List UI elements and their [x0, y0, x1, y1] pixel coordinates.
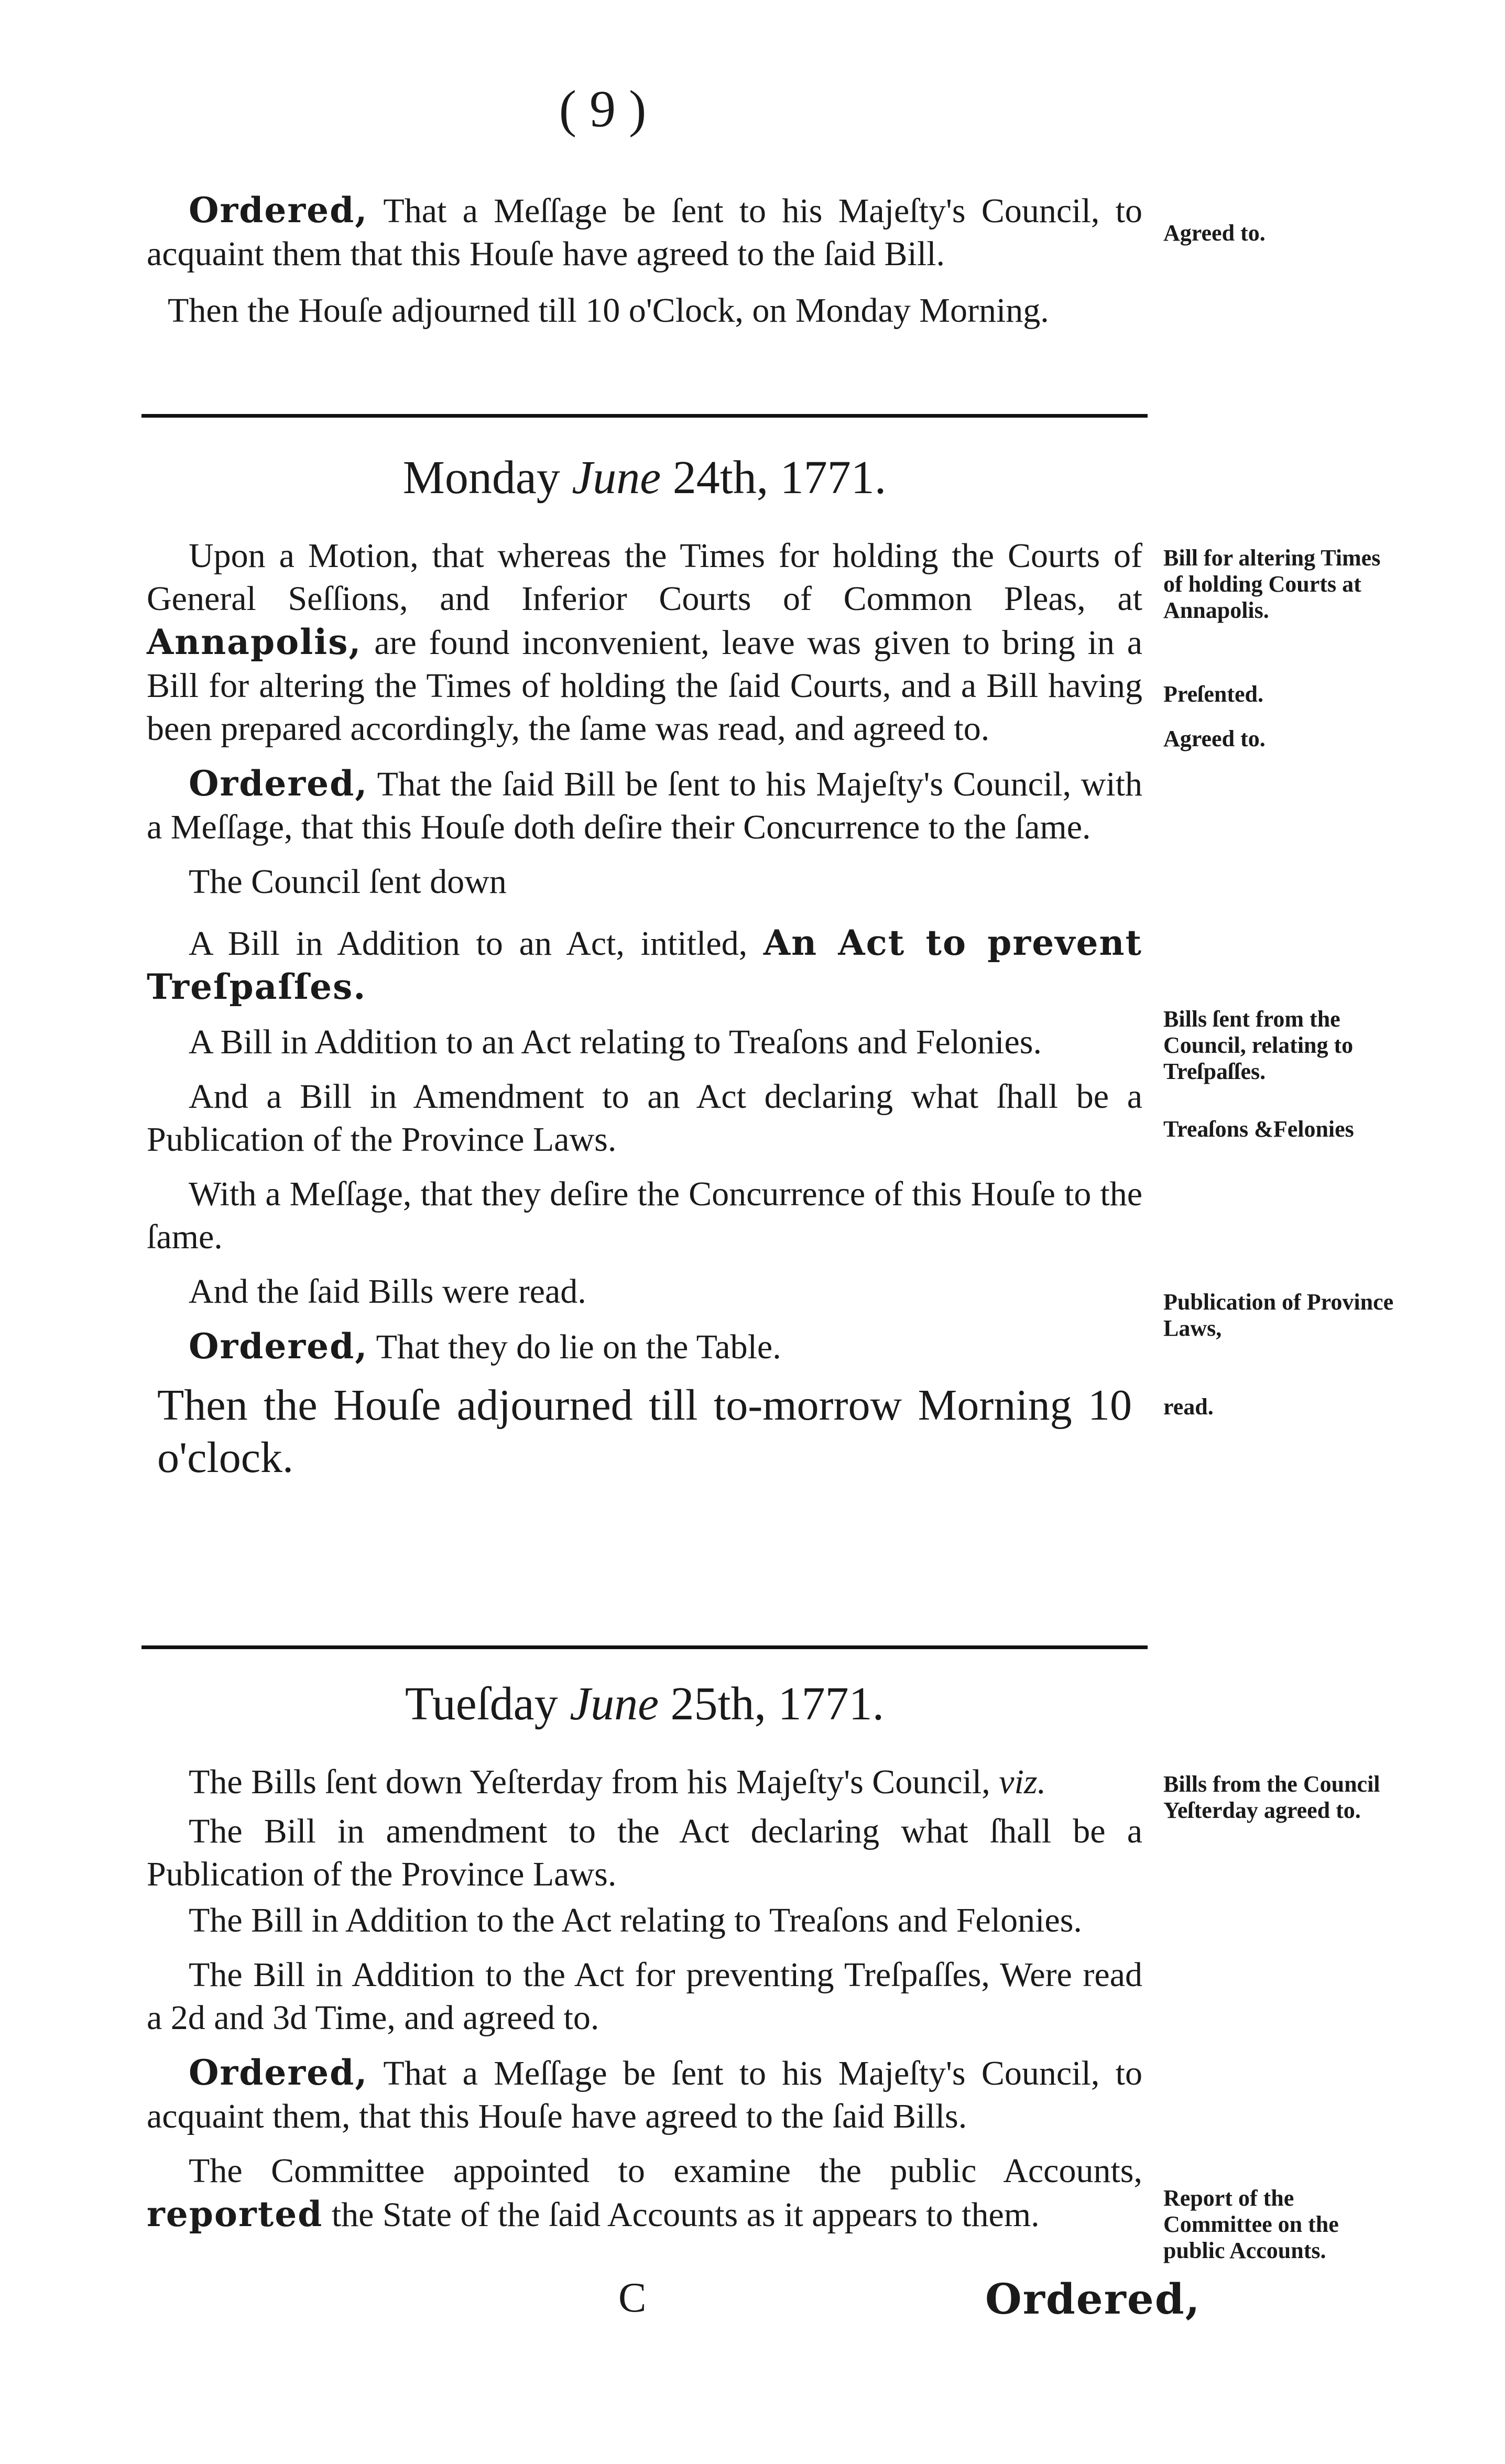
- catchword: Ordered,: [985, 2274, 1201, 2324]
- margin-agreed: Agreed to.: [1163, 726, 1266, 751]
- margin-read: read.: [1163, 1394, 1214, 1420]
- message-line: With a Meſſage, that they deſire the Concurrence of this Houſe to the ſame.: [147, 1175, 1142, 1256]
- motion-text: Upon a Motion, that whereas the Times for holding the Courts of General Seſſions, and Inferior Courts of Common Pleas, at: [147, 537, 1142, 618]
- signature-mark: C: [618, 2275, 647, 2321]
- block-3: [147, 1761, 1142, 2237]
- date-heading: [147, 1677, 1142, 1731]
- divider-rule: [141, 414, 1148, 418]
- motion-paragraph: [147, 535, 1142, 750]
- ordered-paragraph: [147, 762, 1142, 849]
- ordered-text: That a Meſſage be ſent to his Majeſty's Council, to acquaint them that this Houſe have agreed to the ſaid Bill.: [147, 192, 1142, 273]
- page-number: ( 9 ): [559, 80, 647, 138]
- adjourn-text: Then the Houſe adjourned till to-morrow Morning 10 o'clock.: [157, 1381, 1132, 1482]
- bill-publication: And a Bill in Amendment to an Act declaring what ſhall be a Publication of the Province Laws.: [147, 1077, 1142, 1159]
- bill-a: The Bill in amendment to the Act declaring what ſhall be a Publication of the Province Laws.: [147, 1812, 1142, 1893]
- block-2: [147, 535, 1142, 1484]
- bill-trespasses-pre: A Bill in Addition to an Act, intitled,: [189, 924, 748, 963]
- committee-rest: the State of the ſaid Accounts as it appears to them.: [331, 2196, 1040, 2234]
- margin-agreed: Agreed to.: [1163, 220, 1266, 246]
- committee-pre: The Committee appointed to examine the public Accounts,: [189, 2152, 1142, 2190]
- bill-treasons: A Bill in Addition to an Act relating to Treaſons and Felonies.: [189, 1023, 1042, 1061]
- heading-month: June: [572, 452, 661, 504]
- ordered-word: Ordered,: [189, 763, 368, 804]
- ordered-text: That the ſaid Bill be ſent to his Majeſty's Council, with a Meſſage, that this Houſe doth deſire their Concurrence to the ſame.: [147, 765, 1142, 846]
- viz-word: viz.: [999, 1763, 1046, 1801]
- ordered-word: Ordered,: [189, 190, 368, 231]
- ordered-paragraph: [147, 189, 1142, 276]
- ordered-word: Ordered,: [189, 1326, 368, 1367]
- annapolis-word: Annapolis,: [147, 622, 362, 662]
- margin-bills-council: Bills from the Council Yeſterday agreed to.: [1163, 1771, 1380, 1823]
- heading-year: 1771.: [778, 1678, 885, 1730]
- heading-date: 24th,: [672, 452, 769, 504]
- margin-treasons: Treaſons &Felonies: [1163, 1116, 1354, 1142]
- ordered-lie-text: That they do lie on the Table.: [376, 1328, 781, 1366]
- bill-trespasses-title: An Act to prevent Treſpaſſes.: [147, 922, 1142, 1007]
- bill-b: The Bill in Addition to the Act relating to Treaſons and Felonies.: [189, 1901, 1082, 1939]
- margin-bills-sent: Bills ſent from the Council, relating to Treſpaſſes.: [1163, 1006, 1354, 1084]
- council-line: The Council ſent down: [189, 863, 507, 901]
- heading-month: June: [570, 1678, 659, 1730]
- adjourn-text: Then the Houſe adjourned till 10 o'Clock, on Monday Morning.: [168, 291, 1049, 330]
- bills-sent-line: [147, 1761, 1142, 1804]
- ordered-word: Ordered,: [189, 2052, 368, 2093]
- heading-date: 25th,: [670, 1678, 767, 1730]
- committee-paragraph: [147, 2150, 1142, 2237]
- heading-day: Monday: [402, 452, 560, 504]
- margin-publication: Publication of Province Laws,: [1163, 1289, 1394, 1341]
- read-line: And the ſaid Bills were read.: [189, 1272, 586, 1311]
- ordered-lie-paragraph: [147, 1325, 1142, 1369]
- margin-bill-altering: Bill for altering Times of holding Courts at Annapolis.: [1163, 545, 1381, 623]
- motion-rest: are found inconvenient, leave was given to bring in a Bill for altering the Times of holding the ſaid Courts, and a Bill having been prepared accordingly, the ſame was read, and agreed to.: [147, 624, 1143, 748]
- heading-day: Tueſday: [405, 1678, 558, 1730]
- ordered-text: That a Meſſage be ſent to his Majeſty's Council, to acquaint them, that this Houſe have agreed to the ſaid Bills.: [147, 2054, 1142, 2135]
- reported-word: reported: [147, 2194, 323, 2234]
- bills-sent-text: The Bills ſent down Yeſterday from his Majeſty's Council,: [189, 1763, 990, 1801]
- heading-year: 1771.: [780, 452, 887, 504]
- divider-rule: [141, 1645, 1148, 1649]
- margin-presented: Preſented.: [1163, 681, 1264, 707]
- margin-report: Report of the Committee on the public Accounts.: [1163, 2185, 1339, 2263]
- date-heading: [147, 451, 1142, 505]
- ordered-paragraph: [147, 2051, 1142, 2138]
- bill-trespasses: [147, 921, 1142, 1009]
- block-1: [147, 189, 1142, 332]
- bill-c: The Bill in Addition to the Act for preventing Treſpaſſes, Were read a 2d and 3d Time, and agreed to.: [147, 1956, 1142, 2037]
